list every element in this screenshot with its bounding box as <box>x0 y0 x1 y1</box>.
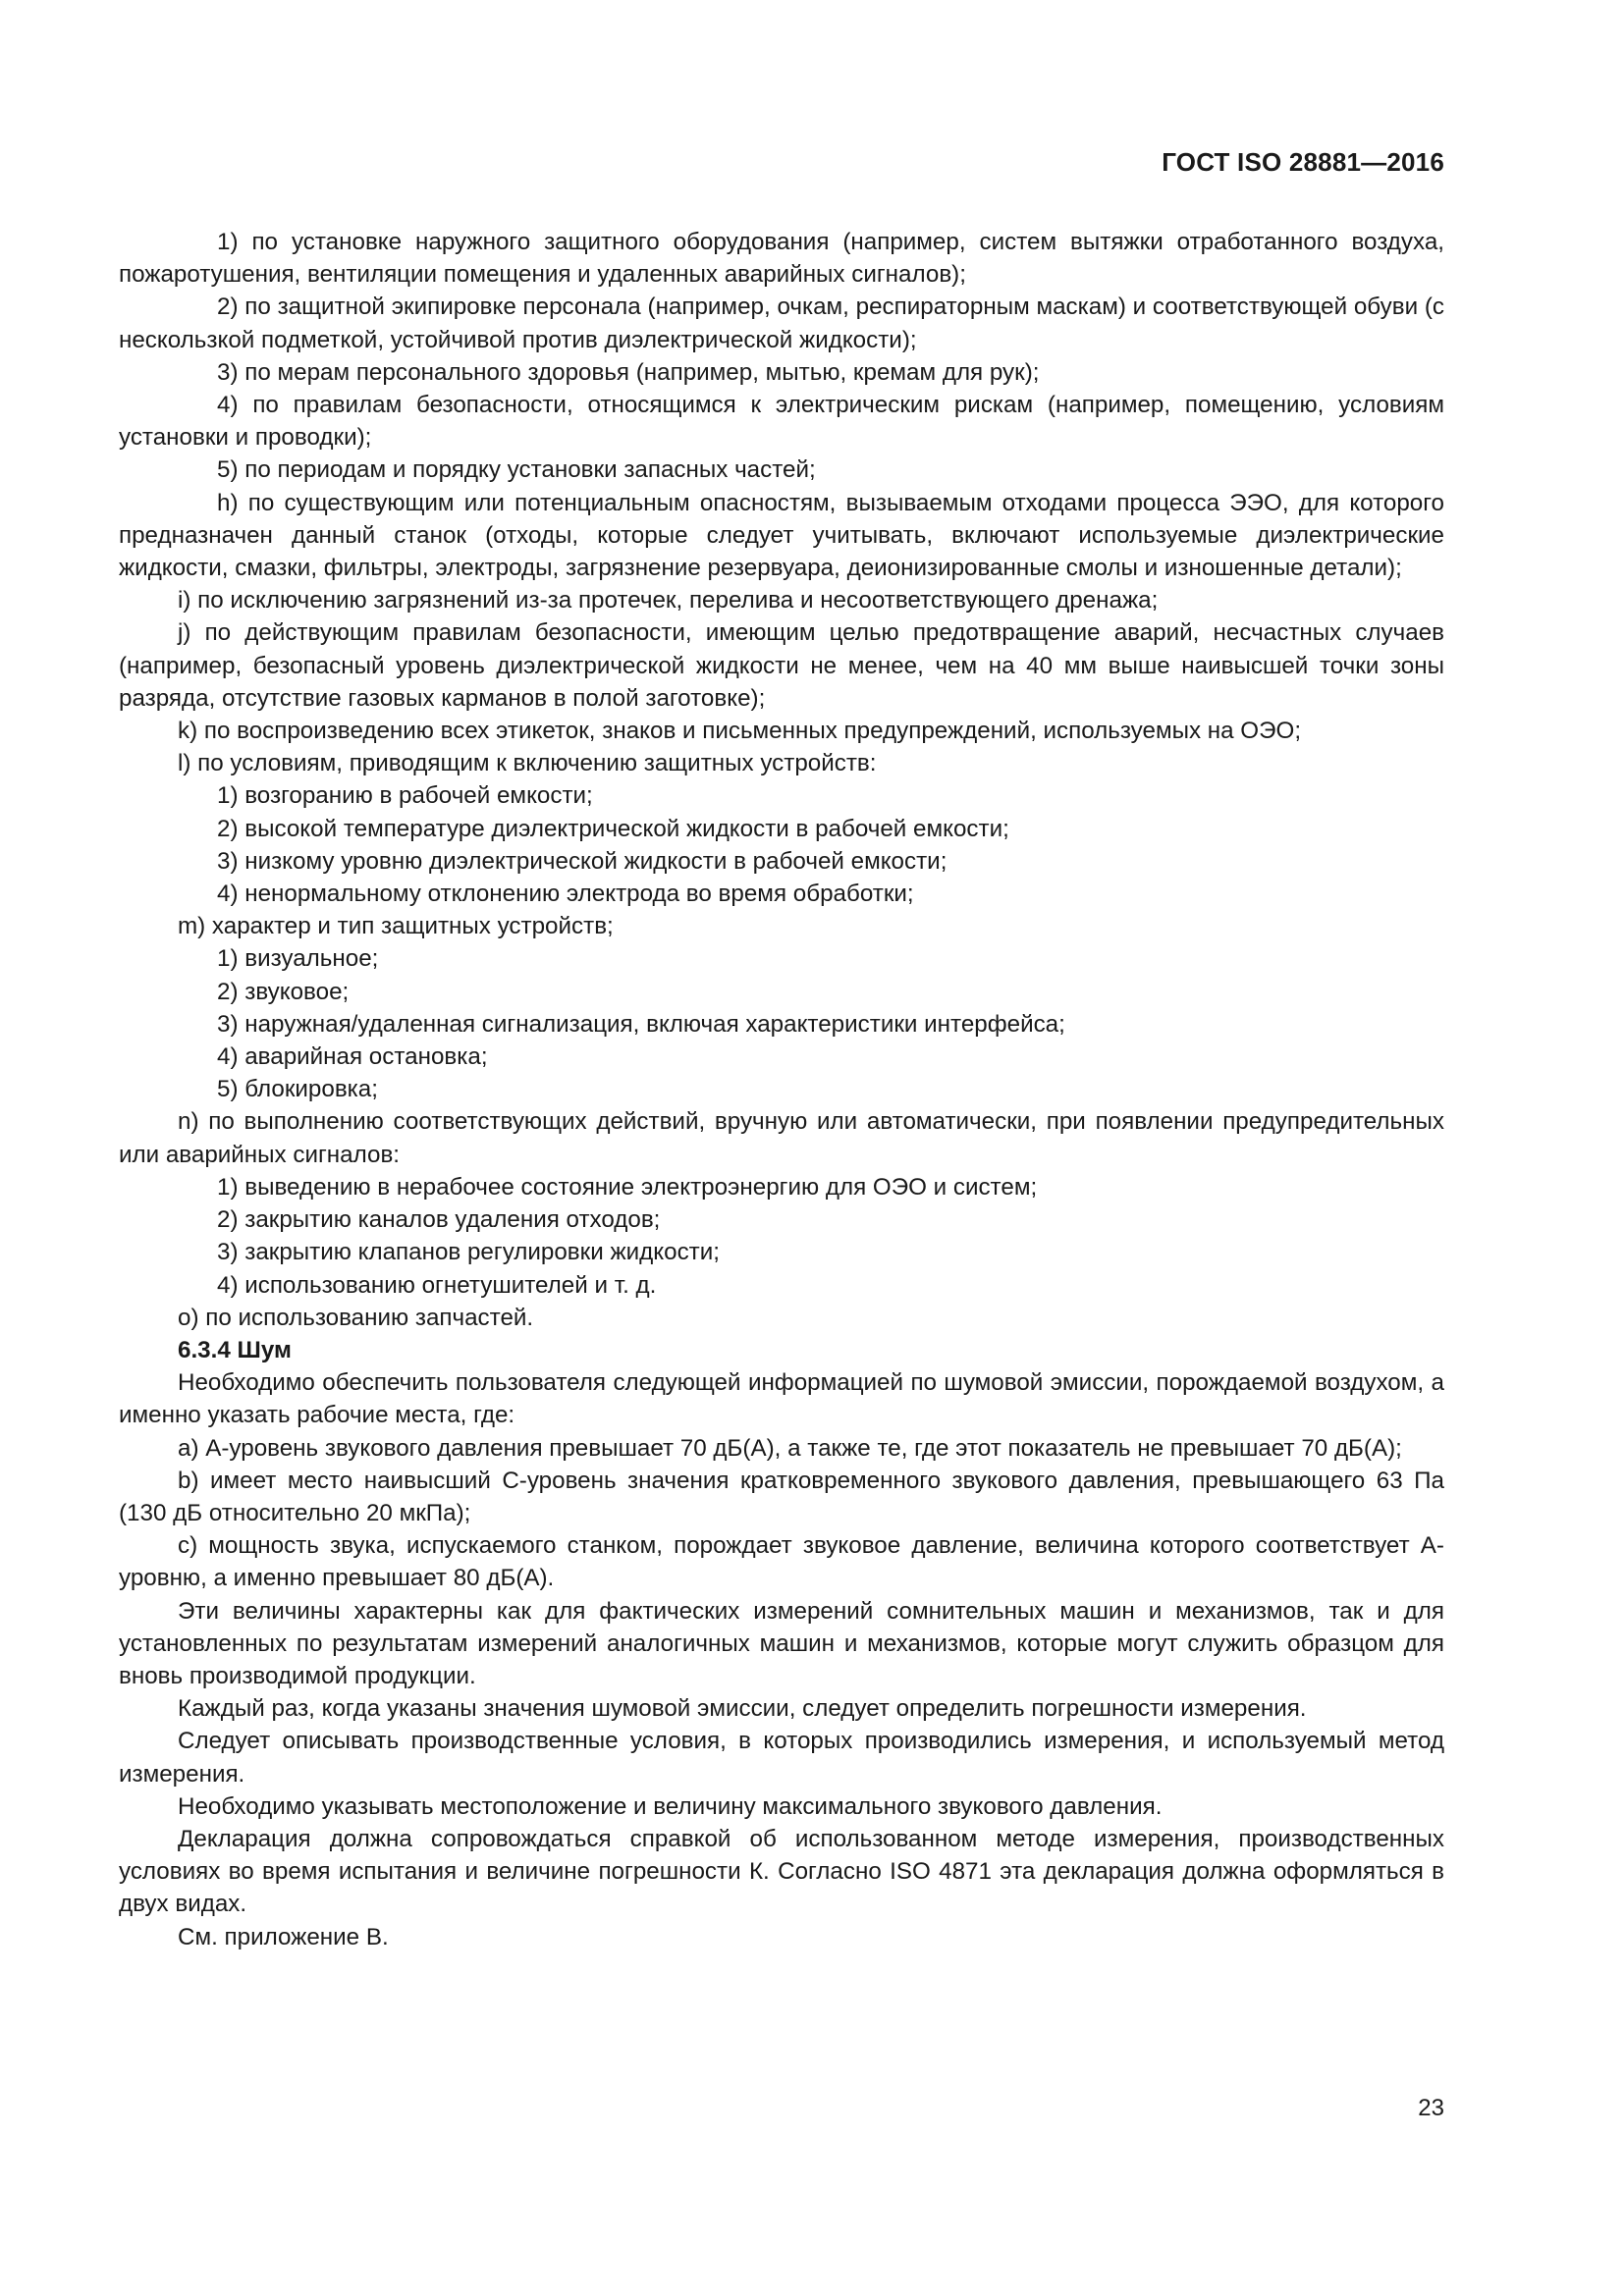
paragraph: 1) возгоранию в рабочей емкости; <box>217 782 593 810</box>
paragraph: 2) закрытию каналов удаления отходов; <box>217 1206 661 1234</box>
paragraph: 5) блокировка; <box>217 1076 378 1103</box>
paragraph: 2) высокой температуре диэлектрической жидкости в рабочей емкости; <box>217 815 1009 842</box>
paragraph: Эти величины характерны как для фактических измерений сомнительных машин и механизмов, так и для установленных по результатам измерений аналогичных машин и механизмов, которые могут служить образцом для вновь производимой продукции. <box>119 1597 1444 1689</box>
paragraph: 3) закрытию клапанов регулировки жидкости; <box>217 1239 720 1266</box>
paragraph: 2) по защитной экипировке персонала (например, очкам, респираторным маскам) и соответствующей обуви (с нескользкой подметкой, устойчивой против диэлектрической жидкости); <box>119 294 1444 353</box>
paragraph: 3) низкому уровню диэлектрической жидкости в рабочей емкости; <box>217 847 947 875</box>
page-number: 23 <box>1418 2095 1444 2121</box>
paragraph: 3) наружная/удаленная сигнализация, включая характеристики интерфейса; <box>217 1010 1065 1038</box>
paragraph: l) по условиям, приводящим к включению защитных устройств: <box>178 750 877 777</box>
paragraph: h) по существующим или потенциальным опасностям, вызываемым отходами процесса ЭЭО, для которого предназначен данный станок (отходы, которые следует учитывать, включают используемые диэлектрические жидкости, смазки, фильтры, электроды, загрязнение резервуара, деионизированные смолы и изношенные детали); <box>119 489 1444 582</box>
document-body <box>119 226 1444 1953</box>
paragraph: a) А-уровень звукового давления превышает 70 дБ(А), а также те, где этот показатель не превышает 70 дБ(А); <box>178 1434 1402 1462</box>
paragraph: 1) по установке наружного защитного оборудования (например, систем вытяжки отработанного воздуха, пожаротушения, вентиляции помещения и удаленных аварийных сигналов); <box>119 229 1444 289</box>
paragraph: Каждый раз, когда указаны значения шумовой эмиссии, следует определить погрешности измерения. <box>178 1695 1307 1723</box>
paragraph: 4) по правилам безопасности, относящимся к электрическим рискам (например, помещению, условиям установки и проводки); <box>119 392 1444 452</box>
paragraph: Следует описывать производственные условия, в которых производились измерения, и используемый метод измерения. <box>119 1728 1444 1788</box>
paragraph: o) по использованию запчастей. <box>178 1304 534 1331</box>
paragraph: b) имеет место наивысший С-уровень значения кратковременного звукового давления, превышающего 63 Па (130 дБ относительно 20 мкПа); <box>119 1467 1444 1526</box>
section-heading: 6.3.4 Шум <box>178 1336 292 1363</box>
paragraph: j) по действующим правилам безопасности, имеющим целью предотвращение аварий, несчастных случаев (например, безопасный уровень диэлектрической жидкости не менее, чем на 40 мм выше наивысшей точки зоны разряда, отсутствие газовых карманов в полой заготовке); <box>119 619 1444 712</box>
paragraph: m) характер и тип защитных устройств; <box>178 913 614 940</box>
paragraph: 4) использованию огнетушителей и т. д. <box>217 1271 657 1299</box>
paragraph: Необходимо указывать местоположение и величину максимального звукового давления. <box>178 1792 1163 1820</box>
paragraph: 4) аварийная остановка; <box>217 1043 488 1071</box>
paragraph: 1) визуальное; <box>217 945 379 973</box>
paragraph: 3) по мерам персонального здоровья (например, мытью, кремам для рук); <box>217 358 1040 386</box>
paragraph: i) по исключению загрязнений из-за протечек, перелива и несоответствующего дренажа; <box>178 587 1159 614</box>
paragraph: n) по выполнению соответствующих действий, вручную или автоматически, при появлении предупредительных или аварийных сигналов: <box>119 1108 1444 1168</box>
paragraph: 4) ненормальному отклонению электрода во время обработки; <box>217 881 914 908</box>
paragraph: k) по воспроизведению всех этикеток, знаков и письменных предупреждений, используемых на ОЭО; <box>178 718 1302 745</box>
document-code-header: ГОСТ ISO 28881—2016 <box>1162 147 1444 177</box>
paragraph: 5) по периодам и порядку установки запасных частей; <box>217 456 816 484</box>
paragraph: См. приложение В. <box>178 1923 389 1950</box>
paragraph: 1) выведению в нерабочее состояние электроэнергию для ОЭО и систем; <box>217 1173 1038 1201</box>
paragraph: c) мощность звука, испускаемого станком, порождает звуковое давление, величина которого соответствует А-уровню, а именно превышает 80 дБ(А). <box>119 1532 1444 1592</box>
paragraph: Необходимо обеспечить пользователя следующей информацией по шумовой эмиссии, порождаемой воздухом, а именно указать рабочие места, где: <box>119 1369 1444 1429</box>
paragraph: Декларация должна сопровождаться справкой об использованном методе измерения, производственных условиях во время испытания и величине погрешности К. Согласно ISO 4871 эта декларация должна оформляться в двух видах. <box>119 1825 1444 1918</box>
paragraph: 2) звуковое; <box>217 978 350 1005</box>
